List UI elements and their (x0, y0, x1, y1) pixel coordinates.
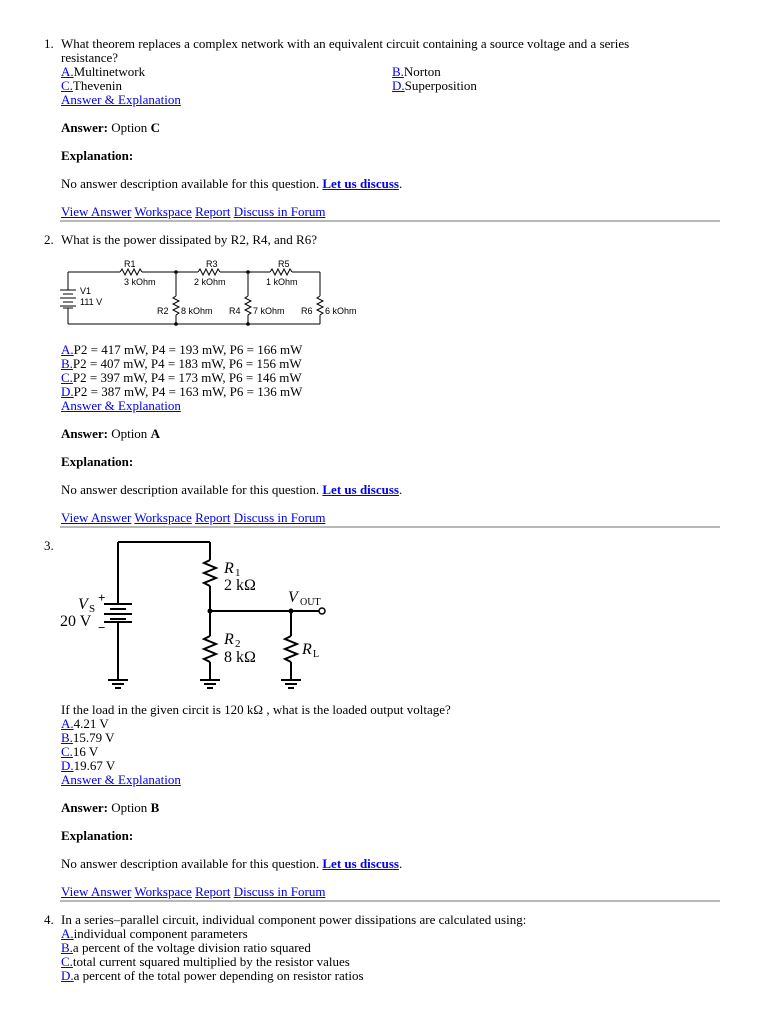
q3-explanation-text (61, 857, 402, 871)
q1-answer-prefix: Option (111, 120, 148, 135)
q1-answer-explanation-link[interactable]: Answer & Explanation (61, 92, 181, 107)
q2-let-us-discuss-link[interactable]: Let us discuss (322, 482, 399, 497)
q1-option-a-link[interactable]: A. (61, 64, 74, 79)
q2-label-r2-value: 8 kOhm (181, 306, 213, 316)
q2-label-r4-value: 7 kOhm (253, 306, 285, 316)
q1-divider (60, 220, 720, 222)
q3-divider (60, 900, 720, 902)
q2-footer-links (61, 511, 325, 525)
q2-label-v1: V1 (80, 286, 92, 296)
question-3-number: 3. (44, 538, 54, 553)
q2-label-r5: R5 (278, 259, 290, 269)
question-4-number: 4. (44, 912, 54, 927)
q1-option-d-link[interactable]: D. (392, 78, 405, 93)
q3-option-b (61, 731, 115, 745)
q2-option-d-text: P2 = 387 mW, P4 = 163 mW, P6 = 136 mW (73, 384, 303, 399)
q2-label-r6: R6 (301, 306, 313, 316)
q3-label-vout: V (288, 589, 298, 606)
q2-label-v1-value: 111 V (80, 297, 103, 307)
q3-option-c (61, 745, 98, 759)
q1-discuss-forum-link[interactable]: Discuss in Forum (233, 204, 326, 219)
q1-footer-links (61, 205, 325, 219)
q1-option-c (61, 79, 122, 93)
q1-option-b (392, 65, 441, 79)
q3-option-d (61, 759, 115, 773)
q1-let-us-discuss-link[interactable]: Let us discuss (322, 176, 399, 191)
q3-no-answer-text: No answer description available for this question. (61, 856, 320, 871)
q3-option-b-link[interactable]: B. (61, 730, 73, 745)
q1-option-b-text: Norton (403, 64, 441, 79)
q3-label-plus: + (98, 590, 106, 605)
q2-report-link[interactable]: Report (195, 510, 231, 525)
q2-label-r5-value: 1 kOhm (266, 277, 298, 287)
q3-explanation-label: Explanation: (61, 828, 134, 843)
q2-workspace-link[interactable]: Workspace (134, 510, 192, 525)
q4-option-b-text: a percent of the voltage division ratio squared (72, 940, 311, 955)
question-2-number: 2. (44, 232, 54, 247)
q1-workspace-link[interactable]: Workspace (134, 204, 192, 219)
q3-label-r1-sub: 1 (235, 567, 241, 579)
q3-label-vs-sub: S (89, 603, 96, 615)
q1-option-a (61, 65, 145, 79)
q2-label-r2: R2 (157, 306, 169, 316)
q1-answer-label: Answer: (61, 120, 108, 135)
q3-label-r2: R (224, 631, 234, 648)
q1-option-a-text: Multinetwork (73, 64, 146, 79)
q3-answer-value: B (150, 800, 160, 815)
q1-option-d (392, 79, 477, 93)
q3-view-answer-link[interactable]: View Answer (61, 884, 132, 899)
question-1-text-line1: What theorem replaces a complex network with an equivalent circuit containing a source voltage and a series (61, 36, 630, 51)
q2-answer-explanation-link[interactable]: Answer & Explanation (61, 398, 181, 413)
q4-option-d-text: a percent of the total power depending on resistor ratios (73, 968, 364, 983)
q4-option-a-link[interactable]: A. (61, 926, 74, 941)
q3-circuit-diagram (58, 538, 338, 694)
q3-label-rl-sub: L (313, 649, 320, 660)
q2-divider (60, 526, 720, 528)
question-4-text: In a series–parallel circuit, individual component power dissipations are calculated using: (61, 912, 527, 927)
q3-report-link[interactable]: Report (195, 884, 231, 899)
q2-circuit-diagram (58, 258, 378, 342)
q1-option-b-link[interactable]: B. (392, 64, 404, 79)
q2-answer-label: Answer: (61, 426, 108, 441)
q2-answer-prefix: Option (111, 426, 148, 441)
q3-option-c-text: 16 V (72, 744, 99, 759)
q3-workspace-link[interactable]: Workspace (134, 884, 192, 899)
q4-option-a (61, 927, 248, 941)
q2-option-a (61, 343, 302, 357)
q3-label-vout-sub: OUT (300, 597, 321, 608)
q2-option-d-link[interactable]: D. (61, 384, 74, 399)
q3-option-d-link[interactable]: D. (61, 758, 74, 773)
q3-option-c-link[interactable]: C. (61, 744, 73, 759)
q1-option-c-link[interactable]: C. (61, 78, 73, 93)
q4-option-c-text: total current squared multiplied by the resistor values (72, 954, 350, 969)
q2-option-a-text: P2 = 417 mW, P4 = 193 mW, P6 = 166 mW (73, 342, 303, 357)
q1-period: . (398, 176, 403, 191)
q3-answer-prefix: Option (111, 800, 148, 815)
q3-label-vs: V (78, 596, 88, 613)
q2-answer-value: A (150, 426, 160, 441)
q3-answer-explanation-link[interactable]: Answer & Explanation (61, 772, 181, 787)
q2-label-r1: R1 (124, 259, 136, 269)
q1-explanation-text (61, 177, 402, 191)
q4-option-c-link[interactable]: C. (61, 954, 73, 969)
q2-label-r1-value: 3 kOhm (124, 277, 156, 287)
q1-option-c-text: Thevenin (72, 78, 123, 93)
q4-option-d (61, 969, 364, 983)
q3-discuss-forum-link[interactable]: Discuss in Forum (233, 884, 326, 899)
q3-label-r1: R (224, 560, 234, 577)
q3-option-a-text: 4.21 V (73, 716, 109, 731)
q4-option-c (61, 955, 350, 969)
q3-label-r2-value: 8 kΩ (224, 649, 256, 666)
q2-explanation-text (61, 483, 402, 497)
q2-period: . (398, 482, 403, 497)
q2-label-r3-value: 2 kOhm (194, 277, 226, 287)
q2-explanation-label: Explanation: (61, 454, 134, 469)
q1-report-link[interactable]: Report (195, 204, 231, 219)
q2-option-c (61, 371, 302, 385)
q3-label-r1-value: 2 kΩ (224, 577, 256, 594)
q1-no-answer-text: No answer description available for this question. (61, 176, 320, 191)
q1-view-answer-link[interactable]: View Answer (61, 204, 132, 219)
q3-option-a-link[interactable]: A. (61, 716, 74, 731)
q2-option-c-link[interactable]: C. (61, 370, 73, 385)
q2-no-answer-text: No answer description available for this question. (61, 482, 320, 497)
q2-option-b (61, 357, 302, 371)
q2-option-a-link[interactable]: A. (61, 342, 74, 357)
q2-option-c-text: P2 = 397 mW, P4 = 173 mW, P6 = 146 mW (72, 370, 302, 385)
question-1-number: 1. (44, 36, 54, 51)
q4-option-b (61, 941, 311, 955)
q2-view-answer-link[interactable]: View Answer (61, 510, 132, 525)
q2-label-r6-value: 6 kOhm (325, 306, 357, 316)
q3-label-rl: R (302, 641, 312, 658)
q2-option-b-text: P2 = 407 mW, P4 = 183 mW, P6 = 156 mW (72, 356, 302, 371)
q4-option-b-link[interactable]: B. (61, 940, 73, 955)
q1-explanation-label: Explanation: (61, 148, 134, 163)
q4-option-d-link[interactable]: D. (61, 968, 74, 983)
q3-footer-links (61, 885, 325, 899)
q3-option-a (61, 717, 109, 731)
q3-answer-label: Answer: (61, 800, 108, 815)
q3-period: . (398, 856, 403, 871)
q1-answer (61, 121, 160, 135)
q2-option-d (61, 385, 302, 399)
q3-label-vs-value: 20 V (60, 613, 92, 630)
q3-label-r2-sub: 2 (235, 638, 241, 650)
q2-discuss-forum-link[interactable]: Discuss in Forum (233, 510, 326, 525)
q2-option-b-link[interactable]: B. (61, 356, 73, 371)
q1-answer-value: C (150, 120, 160, 135)
q3-option-d-text: 19.67 V (73, 758, 116, 773)
q3-let-us-discuss-link[interactable]: Let us discuss (322, 856, 399, 871)
q3-answer (61, 801, 159, 815)
q2-label-r3: R3 (206, 259, 218, 269)
q3-option-b-text: 15.79 V (72, 730, 115, 745)
question-1-text-line2: resistance? (61, 50, 119, 65)
q2-answer (61, 427, 160, 441)
q4-option-a-text: individual component parameters (73, 926, 248, 941)
q3-label-minus: − (98, 620, 106, 635)
question-3-text: If the load in the given circit is 120 kΩ , what is the loaded output voltage? (61, 702, 451, 717)
q1-option-d-text: Superposition (404, 78, 477, 93)
question-2-text: What is the power dissipated by R2, R4, and R6? (61, 232, 317, 247)
q2-label-r4: R4 (229, 306, 241, 316)
